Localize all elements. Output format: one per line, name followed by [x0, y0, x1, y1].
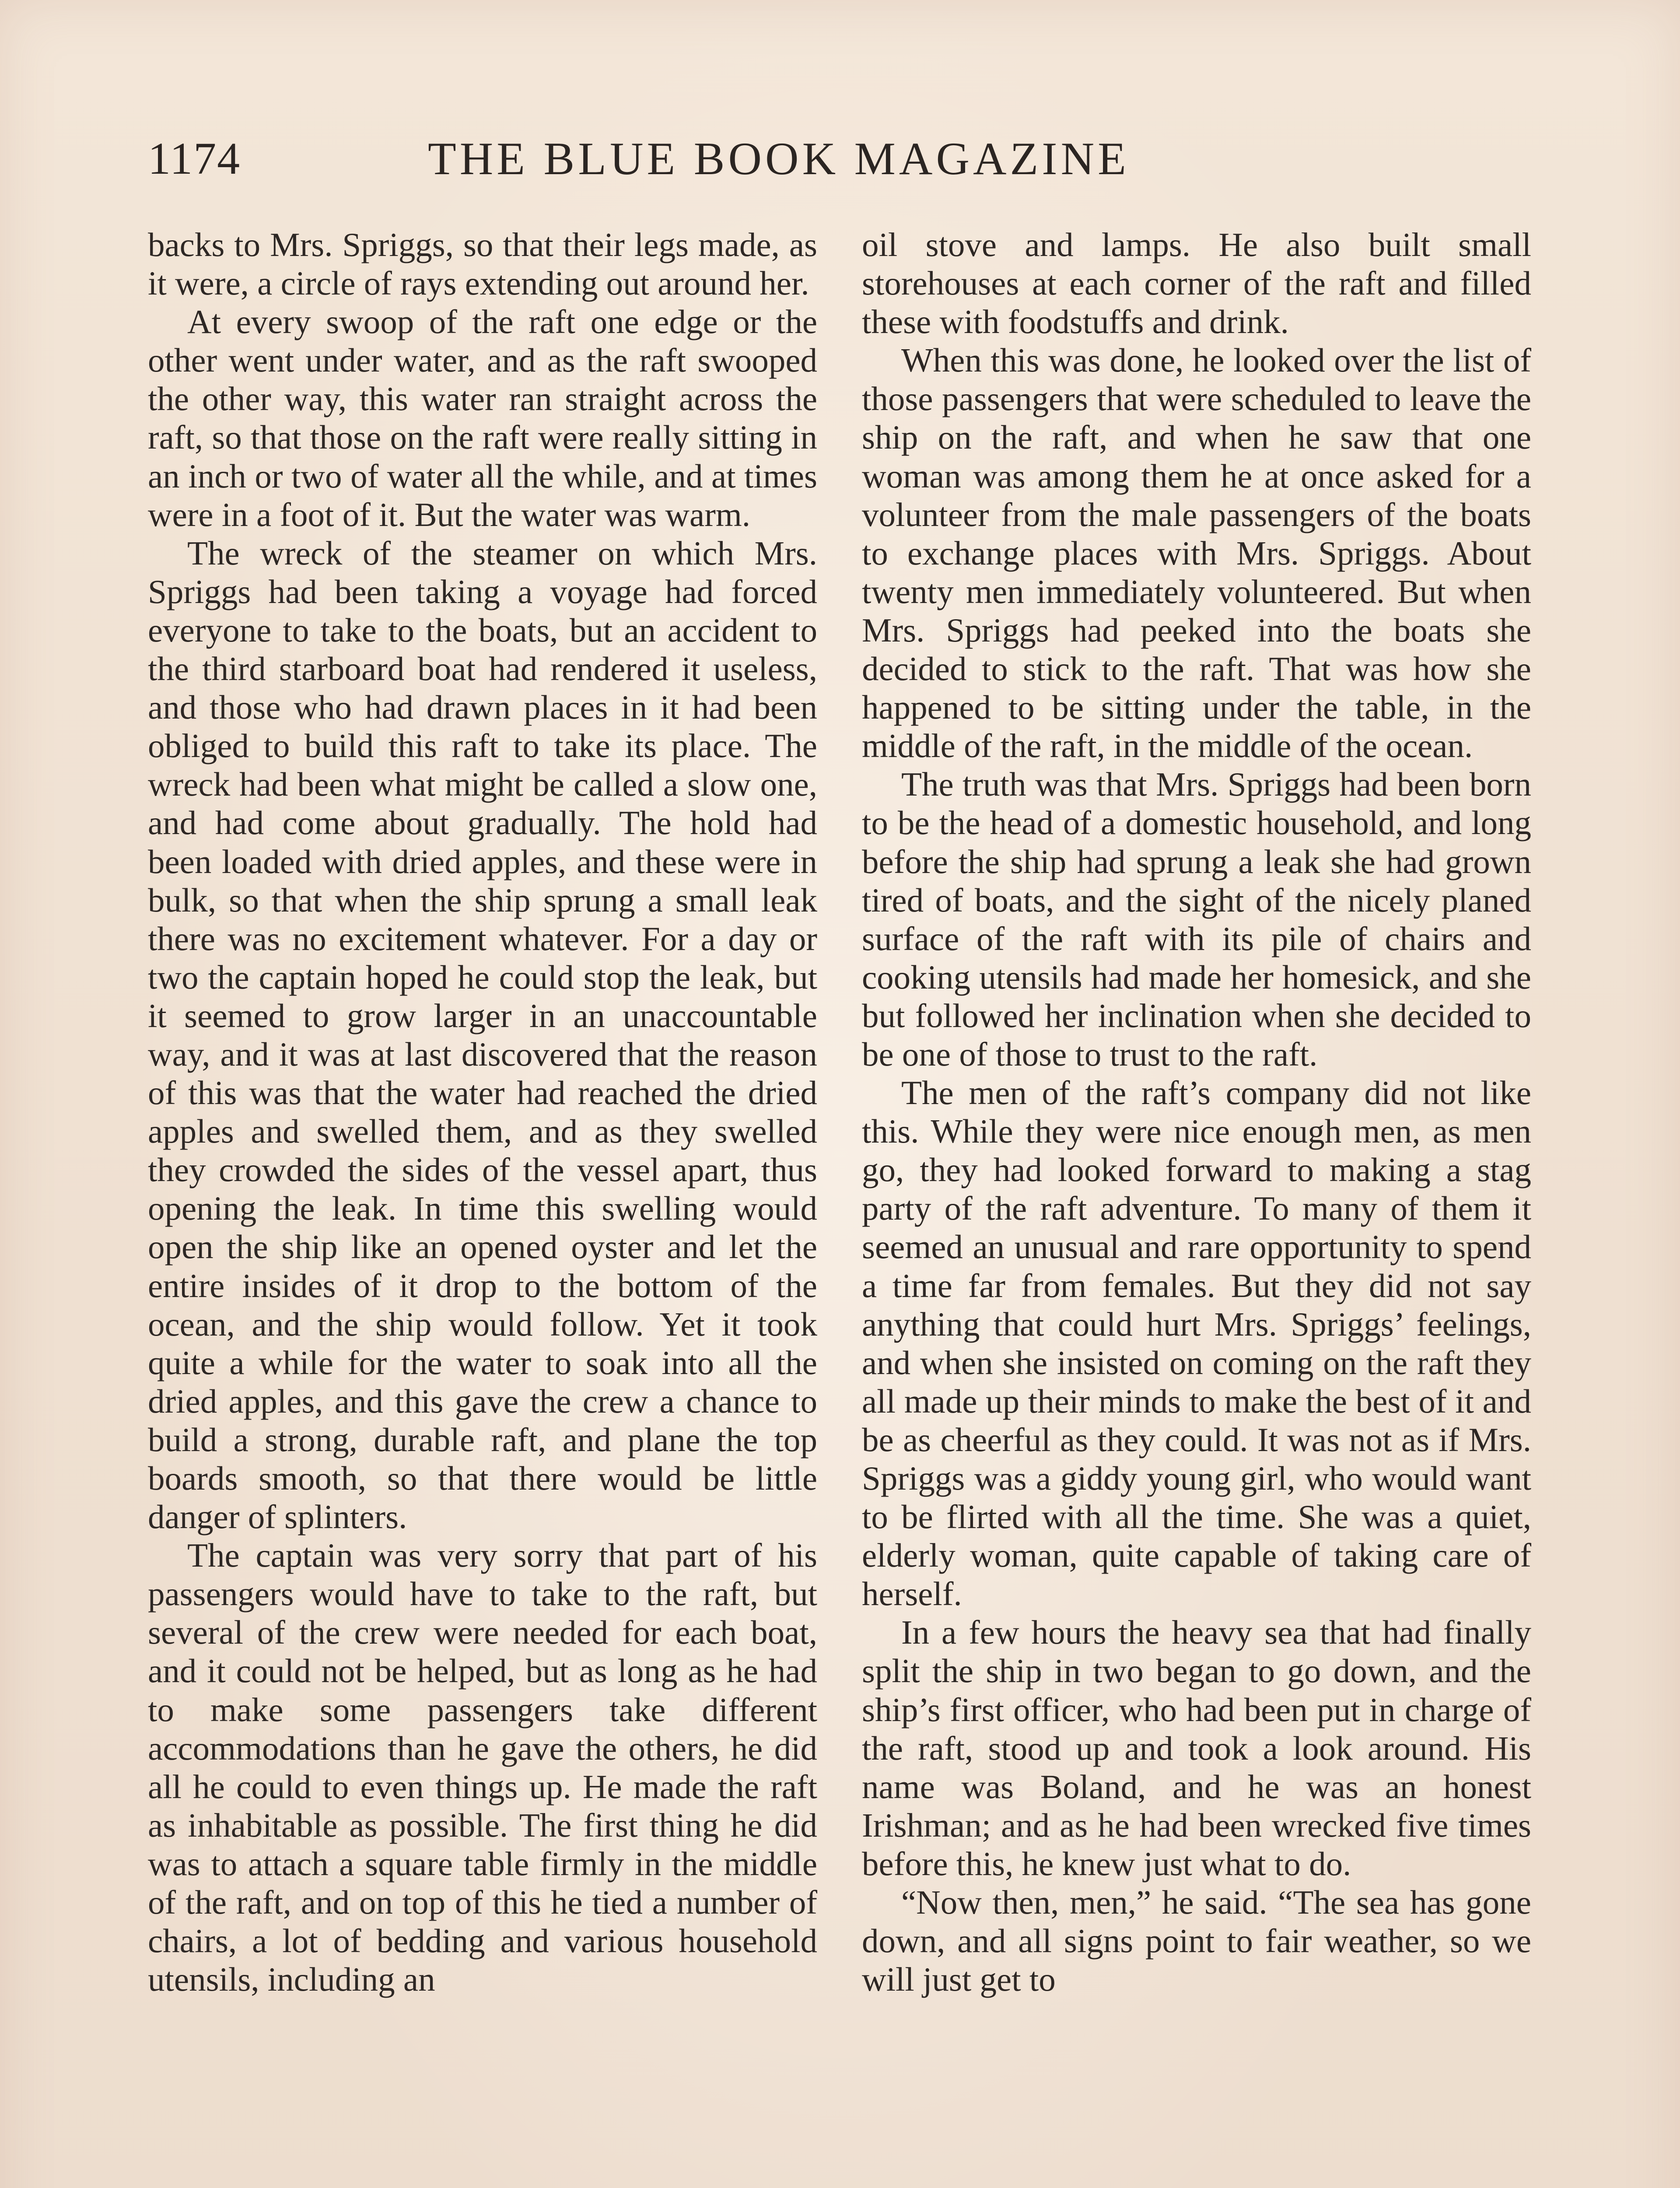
page-number: 1174 [148, 133, 241, 184]
paragraph: At every swoop of the raft one edge or the other went under water, and as the raft swooped the other way, this water ran straight across the raft, so that those on the raft were really sitting in an inch or two of water all the while, and at times were in a foot of it. But the water was warm. [148, 303, 817, 533]
paragraph: backs to Mrs. Spriggs, so that their legs made, as it were, a circle of rays extending out around her. [148, 226, 817, 302]
paragraph: The wreck of the steamer on which Mrs. Spriggs had been taking a voyage had forced everyone to take to the boats, but an accident to the third starboard boat had rendered it useless, and those who had drawn places in it had been obliged to build this raft to take its place. The wreck had been what might be called a slow one, and had come about gradually. The hold had been loaded with dried apples, and these were in bulk, so that when the ship sprung a small leak there was no excitement whatever. For a day or two the captain hoped he could stop the leak, but it seemed to grow larger in an unaccountable way, and it was at last discovered that the reason of this was that the water had reached the dried apples and swelled them, and as they swelled they crowded the sides of the vessel apart, thus opening the leak. In time this swelling would open the ship like an opened oyster and let the entire insides of it drop to the bottom of the ocean, and the ship would follow. Yet it took quite a while for the water to soak into all the dried apples, and this gave the crew a chance to build a strong, durable raft, and plane the top boards smooth, so that there would be little danger of splinters. [148, 534, 817, 1536]
paragraph: “Now then, men,” he said. “The sea has gone down, and all signs point to fair weather, so we will just get to [862, 1883, 1531, 1999]
paragraph: The captain was very sorry that part of his passengers would have to take to the raft, but several of the crew were needed for each boat, and it could not be helped, but as long as he had to make some passengers take different accommodations than he gave the others, he did all he could to even things up. He made the raft as inhabitable as possible. The first thing he did was to attach a square table firmly in the middle of the raft, and on top of this he tied a number of chairs, a lot of bedding and various household utensils, including an [148, 1536, 817, 1999]
paragraph: In a few hours the heavy sea that had finally split the ship in two began to go down, and the ship’s first officer, who had been put in charge of the raft, stood up and took a look around. His name was Boland, and he was an honest Irishman; and as he had been wrecked five times before this, he knew just what to do. [862, 1613, 1531, 1883]
left-column [148, 225, 817, 1999]
page-header [148, 126, 1539, 192]
paragraph: oil stove and lamps. He also built small storehouses at each corner of the raft and filled these with foodstuffs and drink. [862, 226, 1531, 341]
paragraph: The truth was that Mrs. Spriggs had been born to be the head of a domestic household, and long before the ship had sprung a leak she had grown tired of boats, and the sight of the nicely planed surface of the raft with its pile of chairs and cooking utensils had made her homesick, and she but followed her inclination when she decided to be one of those to trust to the raft. [862, 765, 1531, 1073]
paragraph: When this was done, he looked over the list of those passengers that were scheduled to leave the ship on the raft, and when he saw that one woman was among them he at once asked for a volunteer from the male passengers of the boats to exchange places with Mrs. Spriggs. About twenty men immediately volunteered. But when Mrs. Spriggs had peeked into the boats she decided to stick to the raft. That was how she happened to be sitting under the table, in the middle of the raft, in the middle of the ocean. [862, 341, 1531, 765]
paragraph: The men of the raft’s company did not like this. While they were nice enough men, as men go, they had looked forward to making a stag party of the raft adventure. To many of them it seemed an unusual and rare opportunity to spend a time far from females. But they did not say anything that could hurt Mrs. Spriggs’ feelings, and when she insisted on coming on the raft they all made up their minds to make the best of it and be as cheerful as they could. It was not as if Mrs. Spriggs was a giddy young girl, who would want to be flirted with all the time. She was a quiet, elderly woman, quite capable of taking care of herself. [862, 1074, 1531, 1613]
running-title: THE BLUE BOOK MAGAZINE [428, 133, 1130, 184]
right-column [862, 225, 1531, 1999]
